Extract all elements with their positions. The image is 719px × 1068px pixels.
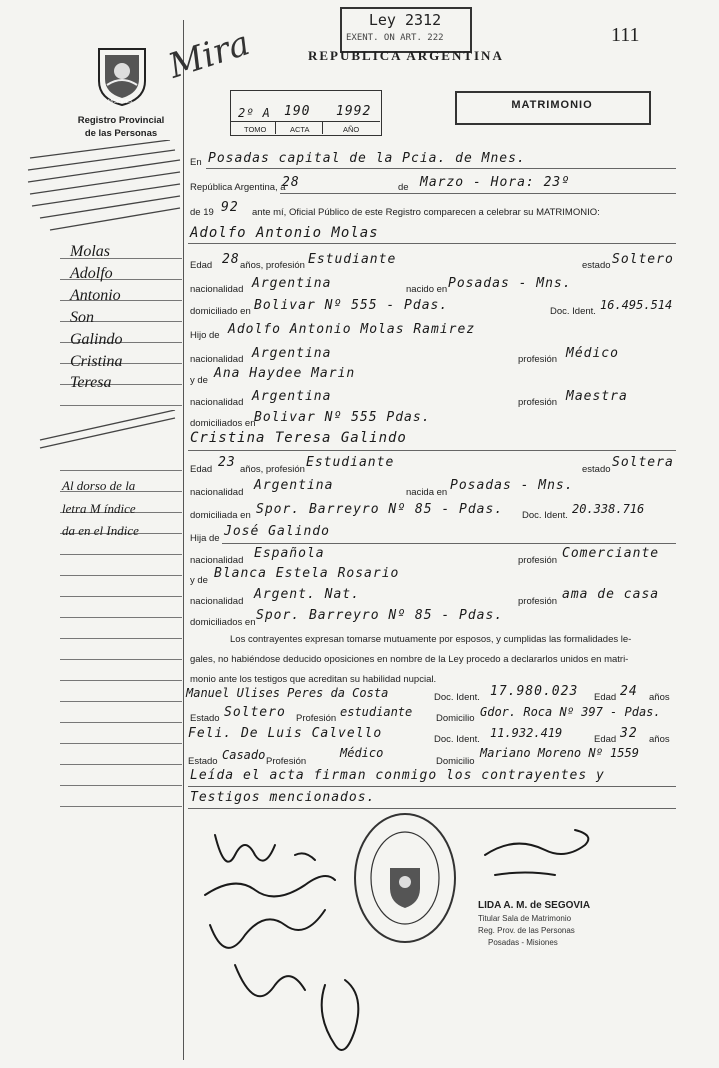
witness1-doc: 17.980.023 [490,684,579,699]
witness1-edad-label: Edad [594,692,617,703]
margin-hatch [20,140,185,240]
witness1-estado-label: Estado [190,713,220,724]
groom-domicilio: Bolivar Nº 555 - Pdas. [254,298,449,313]
witness2-prof-label: Profesión [266,756,307,767]
groom-nacido-label: nacido en [406,284,448,295]
seal-caption: MISIONES [108,99,133,105]
bride-yde: y de [190,575,208,586]
anio-label: AÑO [343,125,360,134]
official-line3: Reg. Prov. de las Personas [478,926,575,935]
official-line2: Titular Sala de Matrimonio [478,914,572,923]
groom-padre-nac-label: nacionalidad [190,354,244,365]
groom-edad-label: Edad [190,260,213,271]
bride-nac-label: nacionalidad [190,487,244,498]
bride-nacida: Posadas - Mns. [450,478,574,493]
bride-estado-label: estado [582,464,611,475]
groom-padre-prof: Médico [566,346,619,361]
registry-line2: de las Personas [84,128,158,139]
witness2-dom: Mariano Moreno Nº 1559 [480,746,639,760]
witness1-prof: estudiante [340,705,413,719]
bride-padre-nac: Española [254,546,325,561]
groom-madre-nac: Argentina [252,389,332,404]
bride-nacida-label: nacida en [406,487,448,498]
intro-republica: República Argentina, a [190,182,286,193]
groom-edad: 28 [222,252,240,267]
witness1-doc-label: Doc. Ident. [434,692,480,703]
bride-madre-prof-label: profesión [518,596,558,607]
bride-edad: 23 [218,455,236,470]
groom-yde: y de [190,375,208,386]
official-line4: Posadas - Misiones [488,938,558,947]
bride-padre-prof-label: profesión [518,555,558,566]
margin-bride-son: Son [70,309,94,326]
groom-madre-prof: Maestra [566,389,628,404]
intro-month: Marzo - Hora: 23º [420,175,571,190]
groom-padre-nac: Argentina [252,346,332,361]
groom-nacido: Posadas - Mns. [448,276,572,291]
intro-ante: ante mí, Oficial Público de este Registro comparecen a celebrar su MATRIMONIO: [252,207,600,218]
bride-estado: Soltera [612,455,674,470]
bride-name: Cristina Teresa Galindo [190,430,407,446]
groom-padre-prof-label: profesión [518,354,558,365]
groom-estado: Soltero [612,252,674,267]
body-line-1: Los contrayentes expresan tomarse mutuamente por esposos, y cumplidas las formalidades le- [230,634,632,645]
witness2-edad-label: Edad [594,734,617,745]
province-seal-icon [95,45,149,107]
intro-day: 28 [282,175,300,190]
witness1-anos: años [649,692,670,703]
witness2-name: Feli. De Luis Calvello [188,726,383,741]
groom-madre: Ana Haydee Marin [214,366,356,381]
bride-madre-prof: ama de casa [562,587,660,602]
margin-bride-surname: Galindo [70,331,123,348]
margin-note-1: Al dorso de la [62,478,136,493]
bride-doms: Spor. Barreyro Nº 85 - Pdas. [256,608,504,623]
groom-nac-label: nacionalidad [190,284,244,295]
groom-nacionalidad: Argentina [252,276,332,291]
groom-doc-label: Doc. Ident. [550,306,596,317]
law-stamp-bottom: EXENT. ON ART. 222 [346,33,444,43]
witness1-edad: 24 [620,684,638,699]
bride-doc-label: Doc. Ident. [522,510,568,521]
witness2-edad: 32 [620,726,638,741]
groom-doc: 16.495.514 [600,298,673,312]
groom-name: Adolfo Antonio Molas [190,225,379,241]
bride-padre: José Galindo [224,524,330,539]
closing-line-2: Testigos mencionados. [190,790,376,805]
witness2-estado: Casado [222,748,266,762]
signatures [195,815,675,1065]
witness2-dom-label: Domicilio [436,756,475,767]
groom-doms: Bolivar Nº 555 Pdas. [254,410,431,425]
bride-madre: Blanca Estela Rosario [214,566,400,581]
intro-de: de [398,182,409,193]
registry-line1: Registro Provincial [77,115,165,126]
witness1-dom: Gdor. Roca Nº 397 - Pdas. [480,705,661,719]
groom-dom-label: domiciliado en [190,306,251,317]
margin-groom-surname: Molas [70,243,110,260]
acta-label: ACTA [290,125,310,134]
tomo-value: 2º A [238,106,271,120]
bride-doc: 20.338.716 [572,502,645,516]
form-title: MATRIMONIO [511,99,593,111]
acta-value: 190 [284,104,311,119]
groom-profesion: Estudiante [308,252,397,267]
bride-nacionalidad: Argentina [254,478,334,493]
margin-groom-name2: Antonio [70,287,121,304]
margin-bride-name1: Cristina [70,353,123,370]
bride-dom-label: domiciliada en [190,510,251,521]
body-line-2: gales, no habiéndose deducido oposiciones en nombre de la Ley procedo a declararlos unidos en matri- [190,654,629,665]
witness1-prof-label: Profesión [296,713,337,724]
bride-edad-label: Edad [190,464,213,475]
witness2-estado-label: Estado [188,756,218,767]
margin-note-3: da en el Indice [62,523,139,538]
groom-madre-prof-label: profesión [518,397,558,408]
closing-line-1: Leída el acta firman conmigo los contrayentes y [190,768,605,783]
bride-padre-prof: Comerciante [562,546,660,561]
republic-heading: REPUBLICA ARGENTINA [308,48,504,63]
bride-domicilio: Spor. Barreyro Nº 85 - Pdas. [256,502,504,517]
folio-number: 111 [611,24,640,46]
margin-groom-name1: Adolfo [70,265,113,282]
witness2-prof: Médico [340,746,384,760]
witness2-doc-label: Doc. Ident. [434,734,480,745]
bride-doms-label: domiciliados en [190,617,256,628]
official-name: LIDA A. M. de SEGOVIA [478,900,591,911]
groom-anos-prof: años, profesión [240,260,305,271]
anio-value: 1992 [336,104,372,119]
groom-padre: Adolfo Antonio Molas Ramirez [228,322,476,337]
intro-year: 92 [221,200,239,215]
witness1-dom-label: Domicilio [436,713,475,724]
top-signature: Mira [163,23,255,87]
bride-madre-nac-label: nacionalidad [190,596,244,607]
bride-madre-nac: Argent. Nat. [254,587,360,602]
bride-hija-label: Hija de [190,533,220,544]
intro-place: Posadas capital de la Pcia. de Mnes. [208,151,526,166]
registry-round-seal-text: PROVINCIAL DE LAS PERSONAS · MINISTERIO DE GOBIERNO · REGISTRO [366,942,439,950]
groom-doms-label: domiciliados en [190,418,256,429]
bride-anos-prof: años, profesión [240,464,305,475]
margin-bride-name2: Teresa [70,374,112,391]
law-stamp-top: Ley 2312 [368,11,442,29]
groom-madre-nac-label: nacionalidad [190,397,244,408]
witness2-anos: años [649,734,670,745]
witness1-estado: Soltero [224,705,286,720]
margin-note-2: letra M índice [62,501,136,516]
body-line-3: monio ante los testigos que acreditan su habilidad nupcial. [190,674,437,685]
intro-de19: de 19 [190,207,214,218]
bride-padre-nac-label: nacionalidad [190,555,244,566]
margin-hatch-2 [30,410,185,450]
groom-hijo-label: Hijo de [190,330,220,341]
groom-estado-label: estado [582,260,611,271]
intro-en: En [190,157,202,168]
bride-profesion: Estudiante [306,455,395,470]
witness1-name: Manuel Ulises Peres da Costa [186,686,389,700]
witness2-doc: 11.932.419 [490,726,563,740]
tomo-label: TOMO [244,125,267,134]
